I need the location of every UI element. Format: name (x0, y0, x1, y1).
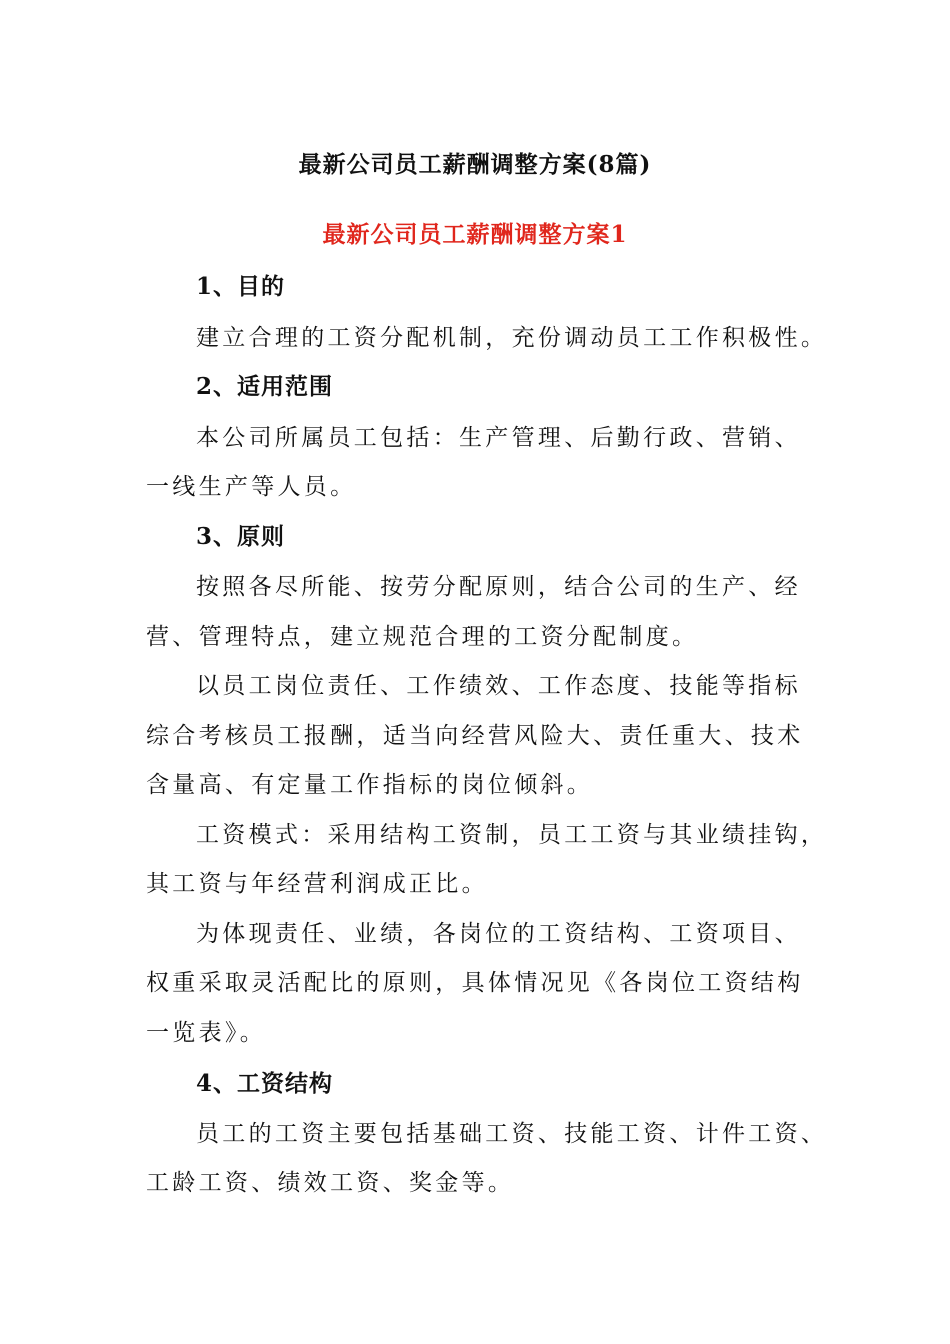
section-title: 最新公司员工薪酬调整方案1 (322, 221, 628, 248)
paragraph-line: 其工资与年经营利润成正比。 (146, 871, 488, 897)
paragraph-line: 权重采取灵活配比的原则，具体情况见《各岗位工资结构 (146, 970, 804, 996)
heading-scope: 2、适用范围 (196, 373, 334, 400)
heading-salary-structure: 4、工资结构 (196, 1070, 334, 1097)
paragraph-line: 建立合理的工资分配机制，充份调动员工工作积极性。 (196, 325, 828, 351)
heading-purpose: 1、目的 (196, 273, 286, 300)
paragraph-line: 员工的工资主要包括基础工资、技能工资、计件工资、 (196, 1121, 828, 1147)
paragraph-line: 营、管理特点，建立规范合理的工资分配制度。 (146, 624, 699, 650)
paragraph-line: 一线生产等人员。 (146, 474, 357, 500)
heading-principles: 3、原则 (196, 523, 286, 550)
paragraph-line: 本公司所属员工包括：生产管理、后勤行政、营销、 (196, 425, 801, 451)
paragraph-line: 工资模式：采用结构工资制，员工工资与其业绩挂钩， (196, 822, 828, 848)
paragraph-line: 综合考核员工报酬，适当向经营风险大、责任重大、技术 (146, 723, 804, 749)
document-title: 最新公司员工薪酬调整方案(8篇) (298, 151, 652, 178)
paragraph-line: 为体现责任、业绩，各岗位的工资结构、工资项目、 (196, 921, 801, 947)
paragraph-line: 工龄工资、绩效工资、奖金等。 (146, 1170, 515, 1196)
paragraph-line: 以员工岗位责任、工作绩效、工作态度、技能等指标 (196, 673, 801, 699)
paragraph-line: 按照各尽所能、按劳分配原则，结合公司的生产、经 (196, 574, 801, 600)
paragraph-line: 一览表》。 (146, 1020, 266, 1046)
paragraph-line: 含量高、有定量工作指标的岗位倾斜。 (146, 772, 594, 798)
